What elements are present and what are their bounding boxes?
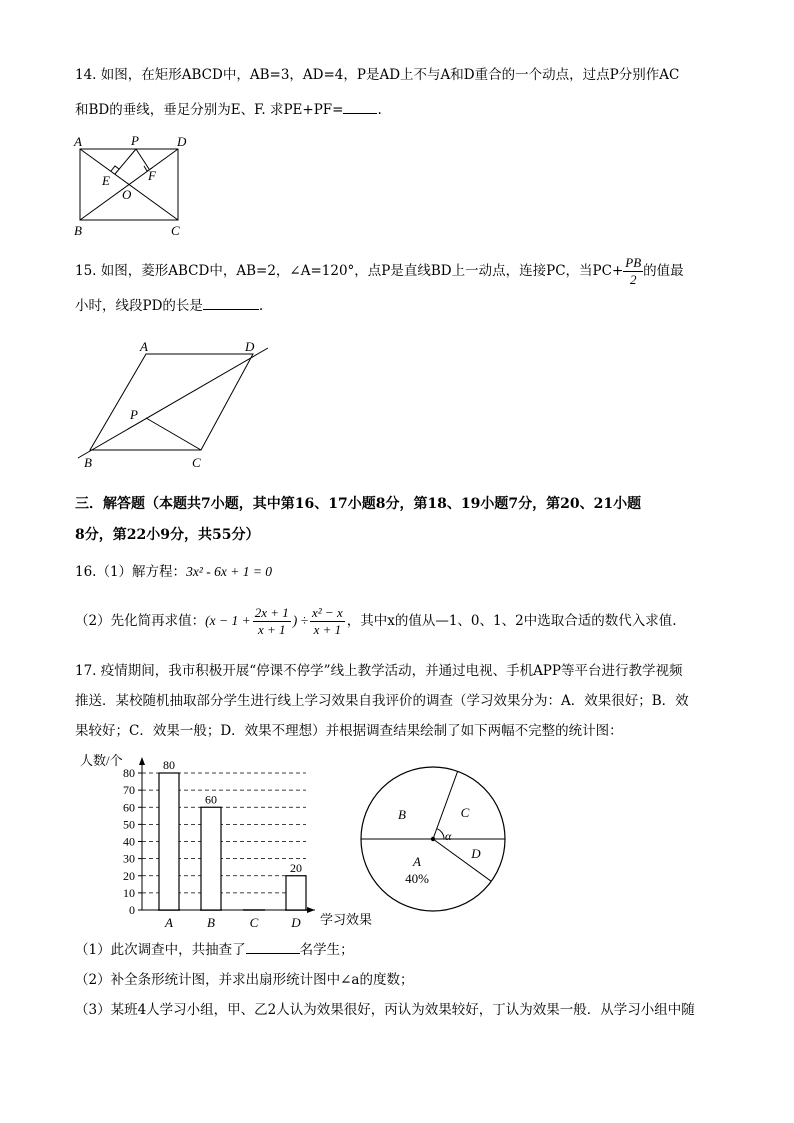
q17-sub1-text: （1）此次调查中，共抽查了	[75, 942, 246, 958]
q14-label-o: O	[122, 187, 132, 202]
bar-chart-category-label: B	[207, 915, 215, 930]
q15-label-a: A	[140, 339, 148, 354]
q16-f1-den: x + 1	[257, 622, 286, 637]
q16-f2-num: x² − x	[312, 605, 343, 620]
q16-part2-label: （2）先化简再求值：	[75, 613, 206, 629]
q15-figure	[70, 336, 280, 474]
q14-label-p: P	[131, 133, 139, 148]
q17-line1: 17. 疫情期间，我市积极开展“停课不停学”线上教学活动，并通过电视、手机APP等平台进行教学视频	[75, 663, 683, 679]
q14-line1: 14. 如图，在矩形ABCD中，AB=3，AD=4，P是AD上不与A和D重合的一个动点，过点P分别作AC	[75, 67, 680, 83]
q17-line2: 推送．某校随机抽取部分学生进行线上学习效果自我评价的调查（学习效果分为：A．效果很好；B．效	[75, 693, 689, 709]
q15-label-d: D	[245, 339, 255, 354]
bar-chart-xlabel: 学习效果	[320, 912, 373, 927]
q16-expr-open: (x − 1 +	[205, 613, 251, 628]
q16-part1-equation: 3x² - 6x + 1 = 0	[186, 564, 273, 579]
q14-label-b: B	[74, 223, 82, 238]
q15-label-b: B	[84, 455, 92, 470]
bar-b	[201, 807, 221, 910]
q14-segment-pf	[136, 149, 149, 169]
q14-label-f: F	[148, 168, 156, 183]
q15-line2-text: 小时，线段PD的长是	[75, 298, 203, 314]
q15-line1	[75, 253, 684, 289]
q14-label-d: D	[177, 134, 187, 149]
q16-fraction-1	[253, 605, 291, 638]
q14-line2	[75, 101, 382, 119]
pie-slice-label-b: B	[398, 807, 406, 822]
q14-segment-pe	[115, 149, 136, 174]
q16-f1-num: 2x + 1	[254, 605, 289, 620]
q15-answer-blank[interactable]	[203, 297, 259, 310]
bar-chart-ytick-label: 20	[123, 868, 135, 883]
q16-expr-div: ) ÷	[292, 613, 309, 628]
pie-slice-label-a: A	[413, 854, 421, 869]
bar-a	[159, 773, 179, 910]
bar-chart-y-arrow	[139, 757, 145, 765]
q15-line1-text: 15. 如图，菱形ABCD中，AB=2，∠A=120°，点P是直线BD上一动点，连接PC，当PC+	[75, 263, 624, 279]
pie-slice-label-c: C	[460, 805, 470, 820]
q16-part1-label: 16.（1）解方程：	[75, 564, 187, 580]
bar-chart-ytick-label: 10	[123, 885, 135, 900]
q17-line3: 果较好；C．效果一般；D．效果不理想）并根据调查结果绘制了如下两幅不完整的统计图：	[75, 723, 623, 739]
q14-line2-text: 和BD的垂线，垂足分别为E、F. 求PE+PF=	[75, 102, 344, 118]
bar-chart-data-label: 20	[290, 860, 302, 875]
q15-frac-den: 2	[629, 272, 637, 287]
bar-chart-ytick-label: 70	[123, 783, 135, 798]
section3-heading-line1: 三．解答题（本题共7小题，其中第16、17小题8分，第18、19小题7分，第20、21小题	[75, 496, 642, 512]
bar-chart-ytick-label: 40	[123, 834, 135, 849]
bar-chart-ytick-label: 0	[129, 903, 135, 917]
q17-sub3: （3）某班4人学习小组，甲、乙2人认为效果很好，丙认为效果较好，丁认为效果一般．从学习小组中随	[75, 1002, 695, 1018]
bar-chart-ytick-label: 50	[123, 817, 135, 832]
q16-part2	[75, 603, 677, 641]
q16-part2-tail: ，其中x的值从—1、0、1、2中选取合适的数代入求值.	[346, 613, 677, 629]
pie-slice-label-d: D	[471, 846, 481, 861]
bar-chart-category-label: A	[165, 915, 173, 930]
q14-label-a: A	[74, 134, 82, 149]
q17-sub2: （2）补全条形统计图，并求出扇形统计图中∠a的度数；	[75, 972, 414, 988]
q14-line2-end: .	[377, 102, 382, 118]
q14-label-c: C	[171, 223, 180, 238]
bar-chart-ylabel: 人数/个	[80, 753, 123, 768]
q14-label-e: E	[102, 173, 110, 188]
q15-fraction	[623, 255, 643, 288]
pie-chart	[355, 763, 515, 913]
q15-frac-num: PB	[625, 255, 642, 270]
bar-chart-data-label: 80	[163, 758, 175, 772]
q16-f2-den: x + 1	[313, 622, 342, 637]
q17-sub1-end: 名学生；	[299, 942, 354, 958]
bar-chart-ytick-label: 80	[123, 766, 135, 780]
q15-label-p: P	[130, 407, 138, 422]
bar-d	[286, 876, 306, 910]
bar-chart-ytick-label: 30	[123, 851, 135, 866]
bar-chart-ytick-label: 60	[123, 800, 135, 815]
q16-part1	[75, 563, 272, 581]
pie-angle-label: α	[445, 829, 452, 843]
q15-line2	[75, 297, 263, 315]
q14-answer-blank[interactable]	[343, 101, 377, 114]
q16-fraction-2	[310, 605, 345, 638]
q14-figure	[70, 132, 200, 238]
pie-center	[431, 837, 435, 841]
q15-label-c: C	[192, 455, 201, 470]
q15-line1-end: 的值最	[643, 263, 684, 279]
q15-segment-pc	[146, 418, 201, 450]
bar-chart	[70, 745, 390, 930]
q17-sub1	[75, 941, 354, 959]
q15-rhombus	[90, 354, 253, 450]
q15-line2-end: .	[258, 298, 264, 314]
pie-slice-percent-a: 40%	[405, 871, 429, 886]
bar-chart-x-arrow	[307, 907, 315, 913]
bar-chart-category-label: D	[291, 915, 301, 930]
bar-chart-data-label: 60	[205, 792, 217, 807]
q17-sub1-blank[interactable]	[246, 941, 300, 954]
q15-line-bd	[78, 348, 268, 458]
section3-heading-line2: 8分，第22小9分，共55分）	[75, 527, 260, 543]
bar-chart-category-label: C	[249, 915, 259, 930]
